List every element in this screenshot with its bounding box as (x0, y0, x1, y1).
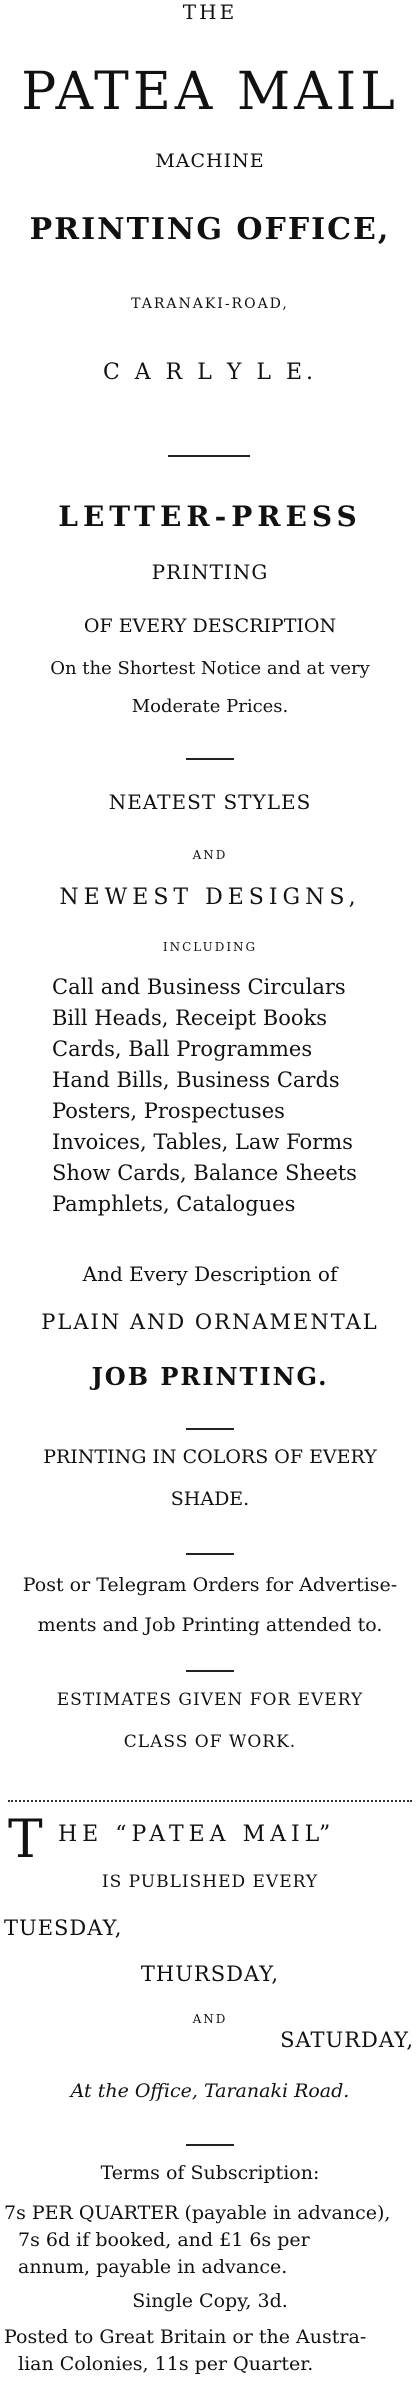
printing-office-heading: PRINTING OFFICE, (29, 212, 391, 247)
colors-line1: PRINTING IN COLORS OF EVERY (43, 1446, 377, 1468)
orders-line2: ments and Job Printing attended to. (37, 1614, 383, 1636)
every-description-of: And Every Description of (82, 1262, 338, 1286)
rate-line1: 7s PER QUARTER (payable in advance), (4, 2202, 391, 2224)
letterpress-heading: LETTER-PRESS (58, 500, 362, 533)
rate-line2: 7s 6d if booked, and £1 6s per (18, 2229, 310, 2251)
office-address: At the Office, Taranaki Road. (70, 2080, 350, 2102)
estimates-line1: ESTIMATES GIVEN FOR EVERY (56, 1690, 364, 1710)
and-label: AND (192, 848, 228, 862)
divider-rule (186, 758, 234, 760)
terms-heading: Terms of Subscription: (100, 2162, 320, 2184)
subscription-rates (4, 2200, 416, 2281)
patea-mail-notice: HE “PATEA MAIL” (58, 1822, 336, 1847)
road-label: TARANAKI-ROAD, (131, 296, 289, 312)
machine-label: MACHINE (155, 150, 265, 172)
single-copy: Single Copy, 3d. (132, 2290, 288, 2312)
postage-note (4, 2324, 416, 2378)
list-item: Hand Bills, Business Cards (52, 1068, 340, 1092)
and-label: AND (192, 2012, 228, 2026)
plain-ornamental: PLAIN AND ORNAMENTAL (41, 1310, 379, 1334)
divider-rule (186, 2144, 234, 2146)
masthead-the: THE (182, 0, 238, 24)
list-item: Invoices, Tables, Law Forms (52, 1130, 353, 1154)
day-tuesday: TUESDAY, (4, 1916, 123, 1940)
divider-rule (168, 455, 250, 457)
drop-cap: T (8, 1810, 43, 1870)
including-label: INCLUDING (162, 940, 258, 954)
shortest-notice-line2: Moderate Prices. (131, 696, 289, 717)
postage-line1: Posted to Great Britain or the Austra- (4, 2326, 367, 2348)
orders-line1: Post or Telegram Orders for Advertise- (22, 1574, 398, 1596)
postage-line2: lian Colonies, 11s per Quarter. (18, 2353, 314, 2375)
dotted-separator (8, 1800, 412, 1802)
list-item: Show Cards, Balance Sheets (52, 1161, 357, 1185)
estimates-line2: CLASS OF WORK. (123, 1732, 297, 1752)
is-published-every: IS PUBLISHED EVERY (101, 1872, 319, 1892)
every-description: OF EVERY DESCRIPTION (83, 615, 337, 637)
colors-line2: SHADE. (170, 1488, 250, 1510)
divider-rule (186, 1670, 234, 1672)
day-thursday: THURSDAY, (140, 1962, 280, 1986)
day-saturday: SATURDAY, (280, 2028, 414, 2052)
newest-designs: NEWEST DESIGNS, (59, 885, 361, 910)
printing-label: PRINTING (151, 560, 269, 584)
shortest-notice-line1: On the Shortest Notice and at very (50, 658, 370, 679)
divider-rule (186, 1553, 234, 1555)
job-printing-heading: JOB PRINTING. (91, 1362, 329, 1391)
printing-items-list (52, 972, 412, 1220)
neatest-styles: NEATEST STYLES (108, 790, 312, 814)
divider-rule (186, 1428, 234, 1430)
rate-line3: annum, payable in advance. (18, 2256, 288, 2278)
list-item: Cards, Ball Programmes (52, 1037, 313, 1061)
list-item: Pamphlets, Catalogues (52, 1192, 296, 1216)
list-item: Bill Heads, Receipt Books (52, 1006, 328, 1030)
list-item: Posters, Prospectuses (52, 1099, 285, 1123)
list-item: Call and Business Circulars (52, 975, 346, 999)
town-label: C A R L Y L E. (102, 360, 318, 385)
newspaper-title: PATEA MAIL (21, 62, 399, 122)
